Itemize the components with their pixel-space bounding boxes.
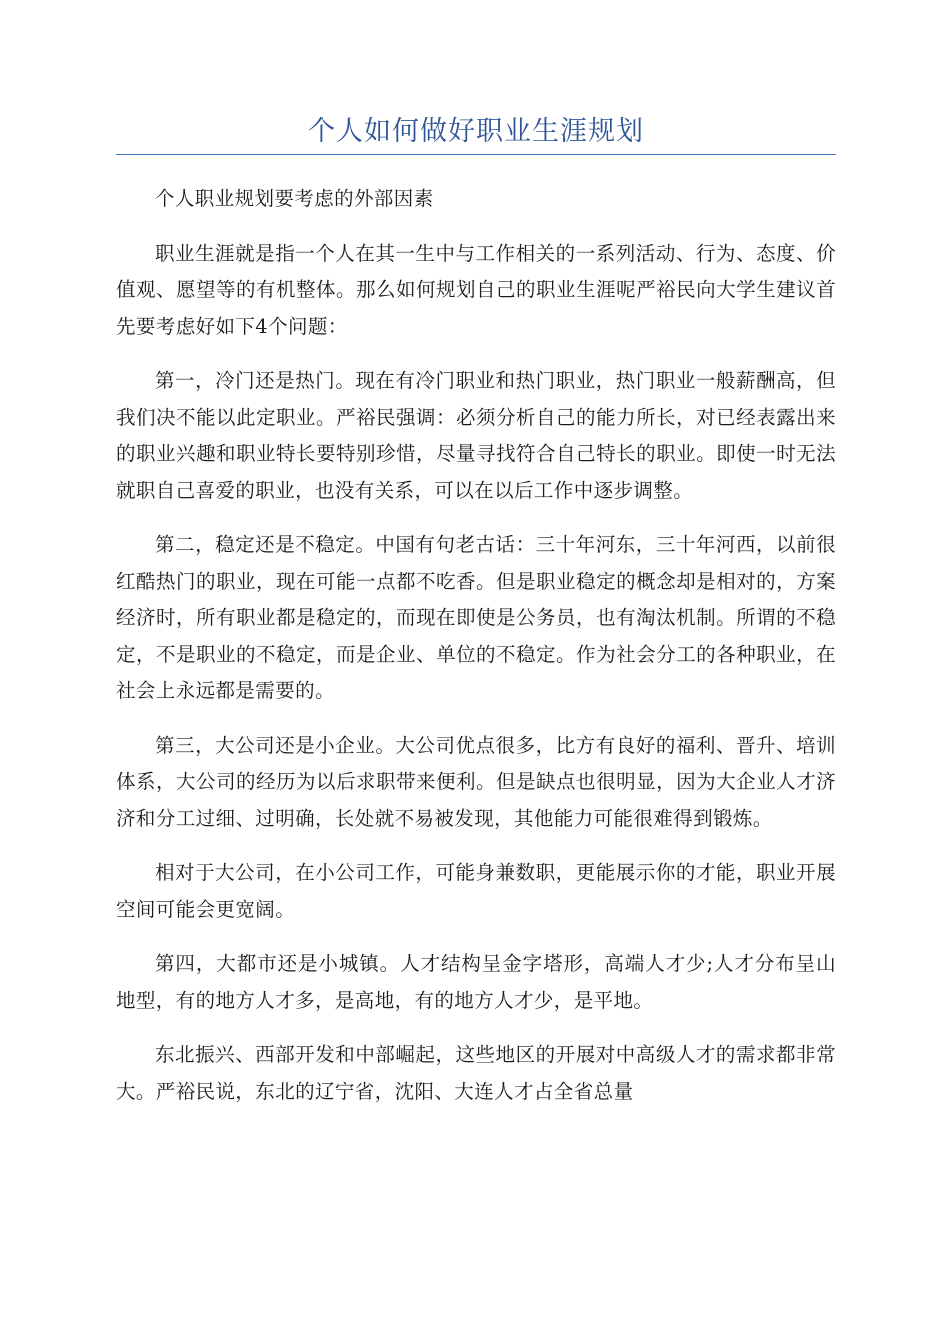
document-page <box>116 112 836 1110</box>
section-subheading: 个人职业规划要考虑的外部因素 <box>155 187 434 210</box>
title-underline <box>116 154 836 155</box>
paragraph-point-two: 第二，稳定还是不稳定。中国有句老古话：三十年河东，三十年河西，以前很红酷热门的职业，现在可能一点都不吃香。但是职业稳定的概念却是相对的，方案经济时，所有职业都是稳定的，而现在即使是公务员，也有淘汰机制。所谓的不稳定，不是职业的不稳定，而是企业、单位的不稳定。作为社会分工的各种职业，在社会上永远都是需要的。 <box>116 533 836 702</box>
document-title: 个人如何做好职业生涯规划 <box>308 116 644 147</box>
paragraph-point-four: 第四，大都市还是小城镇。人才结构呈金字塔形，高端人才少;人才分布呈山地型，有的地方人才多，是高地，有的地方人才少，是平地。 <box>116 952 836 1012</box>
paragraph-point-one: 第一，冷门还是热门。现在有冷门职业和热门职业，热门职业一般薪酬高，但我们决不能以此定职业。严裕民强调：必须分析自己的能力所长，对已经表露出来的职业兴趣和职业特长要特别珍惜，尽量寻找符合自己特长的职业。即使一时无法就职自己喜爱的职业，也没有关系，可以在以后工作中逐步调整。 <box>116 369 836 502</box>
paragraph-point-three: 第三，大公司还是小企业。大公司优点很多，比方有良好的福利、晋升、培训体系，大公司的经历为以后求职带来便利。但是缺点也很明显，因为大企业人才济济和分工过细、过明确，长处就不易被发现，其他能力可能很难得到锻炼。 <box>116 733 836 830</box>
paragraph-intro: 职业生涯就是指一个人在其一生中与工作相关的一系列活动、行为、态度、价值观、愿望等的有机整体。那么如何规划自己的职业生涯呢严裕民向大学生建议首先要考虑好如下4个问题： <box>116 241 836 338</box>
paragraph-small-company: 相对于大公司，在小公司工作，可能身兼数职，更能展示你的才能，职业开展空间可能会更宽阔。 <box>116 861 836 921</box>
paragraph-regional-development: 东北振兴、西部开发和中部崛起，这些地区的开展对中高级人才的需求都非常大。严裕民说，东北的辽宁省，沈阳、大连人才占全省总量 <box>116 1043 836 1103</box>
